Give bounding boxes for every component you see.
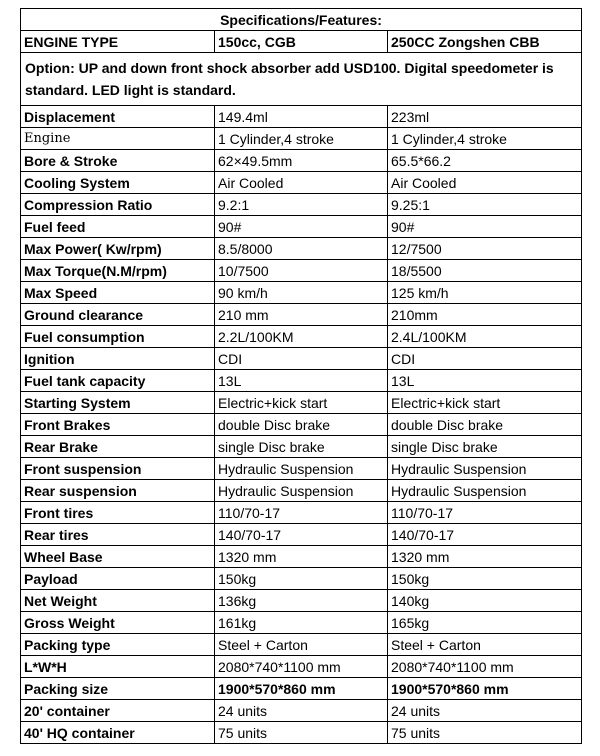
spec-value-model-b: 13L — [388, 370, 582, 392]
spec-row — [21, 128, 582, 150]
spec-value-model-a: 210 mm — [215, 304, 388, 326]
spec-row — [21, 546, 582, 568]
spec-value-model-b: 2.4L/100KM — [388, 326, 582, 348]
spec-label-payload: Payload — [21, 568, 215, 590]
spec-value-model-a: 2.2L/100KM — [215, 326, 388, 348]
spec-value-model-a: Hydraulic Suspension — [215, 458, 388, 480]
spec-label-packing-type: Packing type — [21, 634, 215, 656]
spec-value-model-a: 140/70-17 — [215, 524, 388, 546]
spec-value-model-b: 125 km/h — [388, 282, 582, 304]
spec-value-model-b: CDI — [388, 348, 582, 370]
spec-label-engine: Engine — [21, 128, 215, 150]
spec-label-compression-ratio: Compression Ratio — [21, 194, 215, 216]
spec-label-fuel-consumption: Fuel consumption — [21, 326, 215, 348]
spec-label-rear-suspension: Rear suspension — [21, 480, 215, 502]
spec-value-model-a: CDI — [215, 348, 388, 370]
spec-label-l-w-h: L*W*H — [21, 656, 215, 678]
spec-value-model-a: single Disc brake — [215, 436, 388, 458]
spec-label-ground-clearance: Ground clearance — [21, 304, 215, 326]
spec-value-model-b: 65.5*66.2 — [388, 150, 582, 172]
spec-value-model-a: 13L — [215, 370, 388, 392]
spec-value-model-a: 75 units — [215, 722, 388, 744]
spec-value-model-a: 8.5/8000 — [215, 238, 388, 260]
spec-value-model-a: 10/7500 — [215, 260, 388, 282]
spec-value-model-b: Hydraulic Suspension — [388, 480, 582, 502]
spec-value-model-a: 62×49.5mm — [215, 150, 388, 172]
spec-row — [21, 700, 582, 722]
spec-value-model-a: 90# — [215, 216, 388, 238]
spec-value-model-a: Electric+kick start — [215, 392, 388, 414]
title-row — [21, 9, 582, 31]
spec-value-model-b: Hydraulic Suspension — [388, 458, 582, 480]
spec-row — [21, 370, 582, 392]
spec-label-ignition: Ignition — [21, 348, 215, 370]
spec-value-model-a: 90 km/h — [215, 282, 388, 304]
spec-label-40-hq-container: 40' HQ container — [21, 722, 215, 744]
spec-value-model-a: 161kg — [215, 612, 388, 634]
spec-label-wheel-base: Wheel Base — [21, 546, 215, 568]
option-note-row — [21, 53, 582, 106]
spec-row — [21, 678, 582, 700]
spec-label-front-tires: Front tires — [21, 502, 215, 524]
spec-label-max-torque-n-m-rpm: Max Torque(N.M/rpm) — [21, 260, 215, 282]
spec-value-model-b: 140kg — [388, 590, 582, 612]
spec-value-model-b: 90# — [388, 216, 582, 238]
spec-row — [21, 480, 582, 502]
spec-label-fuel-feed: Fuel feed — [21, 216, 215, 238]
spec-row — [21, 612, 582, 634]
spec-value-model-b: 1 Cylinder,4 stroke — [388, 128, 582, 150]
spec-label-rear-brake: Rear Brake — [21, 436, 215, 458]
spec-row — [21, 502, 582, 524]
option-note: Option: UP and down front shock absorber add USD100. Digital speedometer is standard. LED light is standard. — [21, 53, 582, 106]
spec-label-starting-system: Starting System — [21, 392, 215, 414]
spec-value-model-a: 1 Cylinder,4 stroke — [215, 128, 388, 150]
spec-row — [21, 722, 582, 744]
spec-label-cooling-system: Cooling System — [21, 172, 215, 194]
spec-value-model-a: Steel + Carton — [215, 634, 388, 656]
spec-value-model-b: 2080*740*1100 mm — [388, 656, 582, 678]
spec-row — [21, 172, 582, 194]
spec-row — [21, 524, 582, 546]
spec-label-packing-size: Packing size — [21, 678, 215, 700]
spec-row — [21, 590, 582, 612]
spec-row — [21, 304, 582, 326]
spec-value-model-b: 110/70-17 — [388, 502, 582, 524]
spec-row — [21, 348, 582, 370]
spec-row — [21, 414, 582, 436]
spec-label-fuel-tank-capacity: Fuel tank capacity — [21, 370, 215, 392]
engine-type-header-row — [21, 31, 582, 53]
spec-value-model-b: 1320 mm — [388, 546, 582, 568]
spec-row — [21, 458, 582, 480]
spec-value-model-a: 150kg — [215, 568, 388, 590]
spec-label-bore-stroke: Bore & Stroke — [21, 150, 215, 172]
spec-value-model-b: 9.25:1 — [388, 194, 582, 216]
spec-value-model-b: 18/5500 — [388, 260, 582, 282]
spec-label-rear-tires: Rear tires — [21, 524, 215, 546]
spec-value-model-a: 110/70-17 — [215, 502, 388, 524]
spec-value-model-b: 1900*570*860 mm — [388, 678, 582, 700]
spec-value-model-b: 223ml — [388, 106, 582, 128]
spec-value-model-b: single Disc brake — [388, 436, 582, 458]
spec-row — [21, 634, 582, 656]
spec-row — [21, 326, 582, 348]
spec-label-max-power-kw-rpm: Max Power( Kw/rpm) — [21, 238, 215, 260]
spec-value-model-a: 2080*740*1100 mm — [215, 656, 388, 678]
spec-row — [21, 568, 582, 590]
spec-value-model-b: 210mm — [388, 304, 582, 326]
spec-value-model-b: 165kg — [388, 612, 582, 634]
spec-row — [21, 282, 582, 304]
spec-label-net-weight: Net Weight — [21, 590, 215, 612]
spec-value-model-a: 24 units — [215, 700, 388, 722]
spec-value-model-a: 1320 mm — [215, 546, 388, 568]
model-b-name: 250CC Zongshen CBB — [388, 31, 582, 53]
spec-label-gross-weight: Gross Weight — [21, 612, 215, 634]
spec-row — [21, 436, 582, 458]
spec-value-model-a: Hydraulic Suspension — [215, 480, 388, 502]
spec-value-model-a: Air Cooled — [215, 172, 388, 194]
spec-value-model-b: Electric+kick start — [388, 392, 582, 414]
spec-value-model-b: 150kg — [388, 568, 582, 590]
spec-label-20-container: 20' container — [21, 700, 215, 722]
spec-value-model-b: Air Cooled — [388, 172, 582, 194]
spec-value-model-b: Steel + Carton — [388, 634, 582, 656]
spec-value-model-b: double Disc brake — [388, 414, 582, 436]
spec-title: Specifications/Features: — [21, 9, 582, 31]
spec-row — [21, 238, 582, 260]
model-a-name: 150cc, CGB — [215, 31, 388, 53]
spec-label-front-suspension: Front suspension — [21, 458, 215, 480]
spec-row — [21, 656, 582, 678]
spec-table — [20, 8, 582, 744]
spec-value-model-a: 9.2:1 — [215, 194, 388, 216]
spec-row — [21, 106, 582, 128]
spec-value-model-a: double Disc brake — [215, 414, 388, 436]
engine-type-label: ENGINE TYPE — [21, 31, 215, 53]
spec-label-front-brakes: Front Brakes — [21, 414, 215, 436]
spec-value-model-b: 140/70-17 — [388, 524, 582, 546]
spec-row — [21, 216, 582, 238]
spec-row — [21, 194, 582, 216]
spec-value-model-b: 24 units — [388, 700, 582, 722]
spec-row — [21, 260, 582, 282]
spec-value-model-a: 149.4ml — [215, 106, 388, 128]
spec-value-model-b: 75 units — [388, 722, 582, 744]
spec-row — [21, 150, 582, 172]
spec-value-model-a: 136kg — [215, 590, 388, 612]
spec-label-displacement: Displacement — [21, 106, 215, 128]
spec-label-max-speed: Max Speed — [21, 282, 215, 304]
spec-value-model-a: 1900*570*860 mm — [215, 678, 388, 700]
spec-value-model-b: 12/7500 — [388, 238, 582, 260]
spec-row — [21, 392, 582, 414]
